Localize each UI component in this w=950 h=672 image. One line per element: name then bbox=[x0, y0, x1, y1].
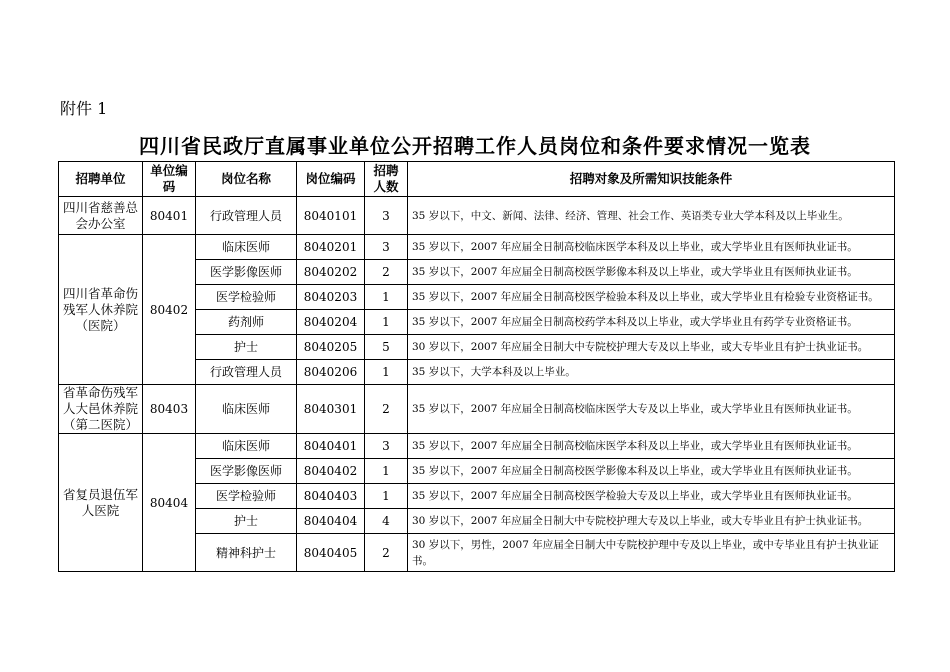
position-requirements: 35 岁以下，大学本科及以上毕业。 bbox=[408, 360, 895, 385]
position-requirements: 35 岁以下，2007 年应届全日制高校临床医学大专及以上毕业，或大学毕业且有医师执业证书。 bbox=[408, 385, 895, 434]
position-code: 8040404 bbox=[297, 509, 365, 534]
position-count: 1 bbox=[365, 459, 408, 484]
position-count: 3 bbox=[365, 235, 408, 260]
unit-code: 80402 bbox=[143, 235, 196, 385]
position-requirements: 35 岁以下，2007 年应届全日制高校临床医学本科及以上毕业，或大学毕业且有医师执业证书。 bbox=[408, 434, 895, 459]
unit-name: 四川省慈善总会办公室 bbox=[59, 197, 143, 235]
position-count: 1 bbox=[365, 360, 408, 385]
table-row bbox=[59, 434, 895, 459]
page-title: 四川省民政厅直属事业单位公开招聘工作人员岗位和条件要求情况一览表 bbox=[139, 134, 811, 158]
position-code: 8040202 bbox=[297, 260, 365, 285]
table-row bbox=[59, 235, 895, 260]
position-requirements: 30 岁以下，男性，2007 年应届全日制大中专院校护理中专及以上毕业，或中专毕业且有护士执业证书。 bbox=[408, 534, 895, 572]
position-name: 临床医师 bbox=[196, 235, 297, 260]
position-code: 8040101 bbox=[297, 197, 365, 235]
position-code: 8040201 bbox=[297, 235, 365, 260]
position-name: 临床医师 bbox=[196, 434, 297, 459]
position-name: 护士 bbox=[196, 509, 297, 534]
unit-code: 80404 bbox=[143, 434, 196, 572]
column-header-unit: 招聘单位 bbox=[59, 162, 143, 197]
position-count: 2 bbox=[365, 534, 408, 572]
position-count: 1 bbox=[365, 310, 408, 335]
position-code: 8040203 bbox=[297, 285, 365, 310]
position-name: 行政管理人员 bbox=[196, 197, 297, 235]
unit-code: 80401 bbox=[143, 197, 196, 235]
position-name: 护士 bbox=[196, 335, 297, 360]
position-name: 医学检验师 bbox=[196, 285, 297, 310]
column-header-count: 招聘人数 bbox=[365, 162, 408, 197]
position-name: 医学影像医师 bbox=[196, 260, 297, 285]
position-requirements: 30 岁以下，2007 年应届全日制大中专院校护理大专及以上毕业，或大专毕业且有护士执业证书。 bbox=[408, 335, 895, 360]
column-header-requirements: 招聘对象及所需知识技能条件 bbox=[408, 162, 895, 197]
position-count: 3 bbox=[365, 434, 408, 459]
table-row bbox=[59, 197, 895, 235]
position-code: 8040402 bbox=[297, 459, 365, 484]
unit-name: 四川省革命伤残军人休养院（医院） bbox=[59, 235, 143, 385]
attachment-label: 附件 1 bbox=[60, 99, 108, 118]
position-code: 8040301 bbox=[297, 385, 365, 434]
position-requirements: 35 岁以下，2007 年应届全日制高校医学影像本科及以上毕业，或大学毕业且有医师执业证书。 bbox=[408, 260, 895, 285]
recruitment-table bbox=[58, 161, 895, 572]
position-name: 临床医师 bbox=[196, 385, 297, 434]
position-name: 医学影像医师 bbox=[196, 459, 297, 484]
position-requirements: 35 岁以下，2007 年应届全日制高校临床医学本科及以上毕业，或大学毕业且有医师执业证书。 bbox=[408, 235, 895, 260]
position-requirements: 35 岁以下，2007 年应届全日制高校药学本科及以上毕业，或大学毕业且有药学专业资格证书。 bbox=[408, 310, 895, 335]
position-requirements: 35 岁以下，2007 年应届全日制高校医学检验大专及以上毕业，或大学毕业且有医师执业证书。 bbox=[408, 484, 895, 509]
position-name: 医学检验师 bbox=[196, 484, 297, 509]
position-count: 3 bbox=[365, 197, 408, 235]
position-code: 8040405 bbox=[297, 534, 365, 572]
position-count: 1 bbox=[365, 484, 408, 509]
column-header-position-code: 岗位编码 bbox=[297, 162, 365, 197]
position-count: 1 bbox=[365, 285, 408, 310]
position-count: 5 bbox=[365, 335, 408, 360]
position-code: 8040204 bbox=[297, 310, 365, 335]
position-code: 8040401 bbox=[297, 434, 365, 459]
column-header-unit-code: 单位编码 bbox=[143, 162, 196, 197]
position-count: 4 bbox=[365, 509, 408, 534]
position-code: 8040403 bbox=[297, 484, 365, 509]
position-code: 8040205 bbox=[297, 335, 365, 360]
position-requirements: 35 岁以下，中文、新闻、法律、经济、管理、社会工作、英语类专业大学本科及以上毕业生。 bbox=[408, 197, 895, 235]
position-name: 药剂师 bbox=[196, 310, 297, 335]
column-header-position: 岗位名称 bbox=[196, 162, 297, 197]
position-count: 2 bbox=[365, 385, 408, 434]
position-count: 2 bbox=[365, 260, 408, 285]
unit-code: 80403 bbox=[143, 385, 196, 434]
position-requirements: 30 岁以下，2007 年应届全日制大中专院校护理大专及以上毕业，或大专毕业且有护士执业证书。 bbox=[408, 509, 895, 534]
position-requirements: 35 岁以下，2007 年应届全日制高校医学影像本科及以上毕业，或大学毕业且有医师执业证书。 bbox=[408, 459, 895, 484]
table-row bbox=[59, 385, 895, 434]
position-name: 精神科护士 bbox=[196, 534, 297, 572]
unit-name: 省革命伤残军人大邑休养院（第二医院） bbox=[59, 385, 143, 434]
table-header-row bbox=[59, 162, 895, 197]
position-name: 行政管理人员 bbox=[196, 360, 297, 385]
position-code: 8040206 bbox=[297, 360, 365, 385]
position-requirements: 35 岁以下，2007 年应届全日制高校医学检验本科及以上毕业，或大学毕业且有检验专业资格证书。 bbox=[408, 285, 895, 310]
unit-name: 省复员退伍军人医院 bbox=[59, 434, 143, 572]
